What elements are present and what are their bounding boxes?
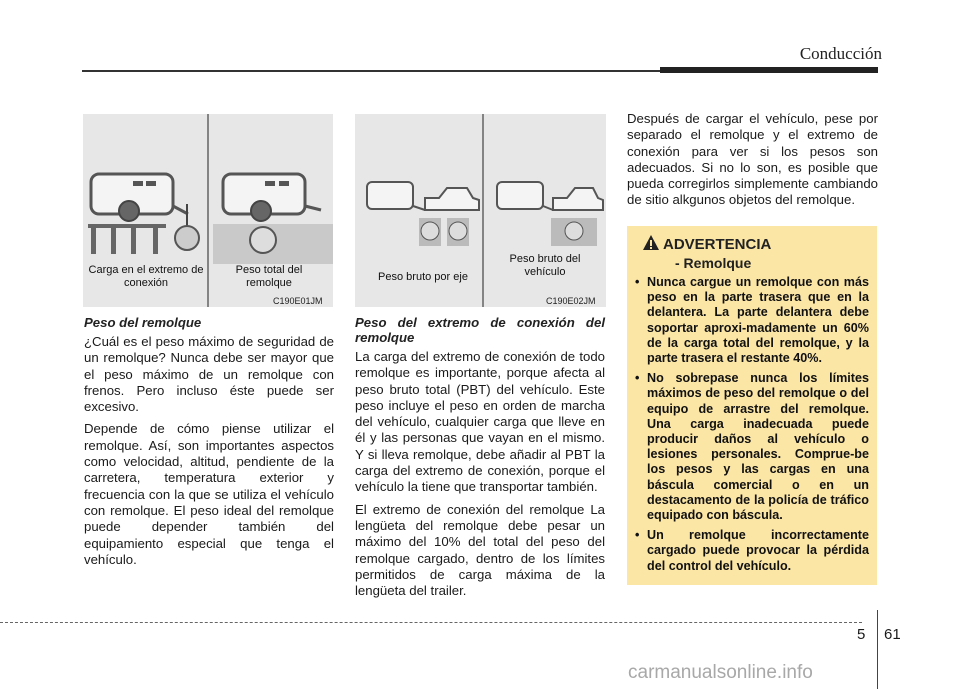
paragraph: ¿Cuál es el peso máximo de seguridad de un remolque? Nunca debe ser mayor que el peso máximo de un remolque con frenos. Pero incluso éste puede ser excesivo.: [84, 334, 334, 415]
figure-label: Peso total del remolque: [235, 264, 303, 289]
watermark: carmanualsonline.info: [628, 662, 813, 683]
warning-item: • Un remolque incorrectamente cargado puede provocar la pérdida del control del vehículo.: [633, 528, 869, 574]
section-number: 5: [857, 626, 866, 643]
figure-label: Carga en el extremo de conexión: [88, 264, 204, 289]
warning-subtitle: - Remolque: [675, 255, 752, 271]
figure-label: Peso bruto por eje: [378, 271, 468, 283]
warning-list: [633, 275, 869, 579]
figure-code: C190E01JM: [273, 296, 323, 306]
figure-label: Peso bruto del vehículo: [509, 253, 581, 278]
page-number: 61: [884, 626, 901, 643]
text-column-1: [84, 315, 334, 574]
header-accent-bar: [660, 67, 878, 73]
warning-item: • No sobrepase nunca los límites máximos de peso del remolque o del equipo de arrastre del remolque. Una carga inadecuada puede producir daños al vehículo o lesiones personales. Comprue-be los pesos y las cargas en una báscula comercial o en un destacamento de la policía de tráfico equipado con báscula.: [633, 371, 869, 523]
paragraph: Después de cargar el vehículo, pese por separado el remolque y el extremo de conexión para ver si los pesos son adecuados. Si no lo son, es posible que pueda corregirlos simplemente cambiando de sitio alkgunos objetos del remolque.: [627, 111, 878, 208]
paragraph: El extremo de conexión del remolque La lengüeta del remolque debe pesar un máximo del 10% del total del peso del remolque cargado, dentro de los límites permitidos de carga máxima de la lengüeta del trailer.: [355, 501, 605, 599]
footer-divider: [877, 610, 878, 689]
figure-code: C190E02JM: [546, 296, 596, 306]
paragraph: La carga del extremo de conexión de todo remolque es importante, porque afecta al peso bruto total (PBT) del vehículo. Este peso incluye el peso en orden de marcha del vehículo, cualquier carga que lleve en él y las personas que vayan en el mismo. Y si lleva remolque, debe añadir al PBT la carga del extremo de conexión, porque el vehículo la tiene que transportar también.: [355, 349, 605, 495]
footer-rule: [0, 622, 862, 623]
warning-title: ADVERTENCIA: [663, 236, 772, 253]
subheading: Peso del extremo de conexión del remolque: [355, 315, 605, 345]
section-title: Conducción: [799, 44, 882, 63]
paragraph: Depende de cómo piense utilizar el remolque. Así, son importantes aspectos como velocidad, altitud, pendiente de la carretera, temperatura exterior y frecuencia con la que se utiliza el vehículo con remolque. El peso ideal del remolque puede depender también del equipamiento especial que tenga el vehículo.: [84, 421, 334, 567]
subheading: Peso del remolque: [84, 315, 202, 330]
warning-triangle-icon: [642, 234, 660, 251]
warning-item: • Nunca cargue un remolque con más peso en la parte trasera que en la delantera. La parte delantera debe soportar aproxi-madamente un 60% de la carga total del remolque, y la parte trasera el restante 40%.: [633, 275, 869, 366]
text-column-2: [355, 315, 605, 605]
text-column-3: [627, 111, 878, 215]
header-rule: [82, 70, 660, 72]
